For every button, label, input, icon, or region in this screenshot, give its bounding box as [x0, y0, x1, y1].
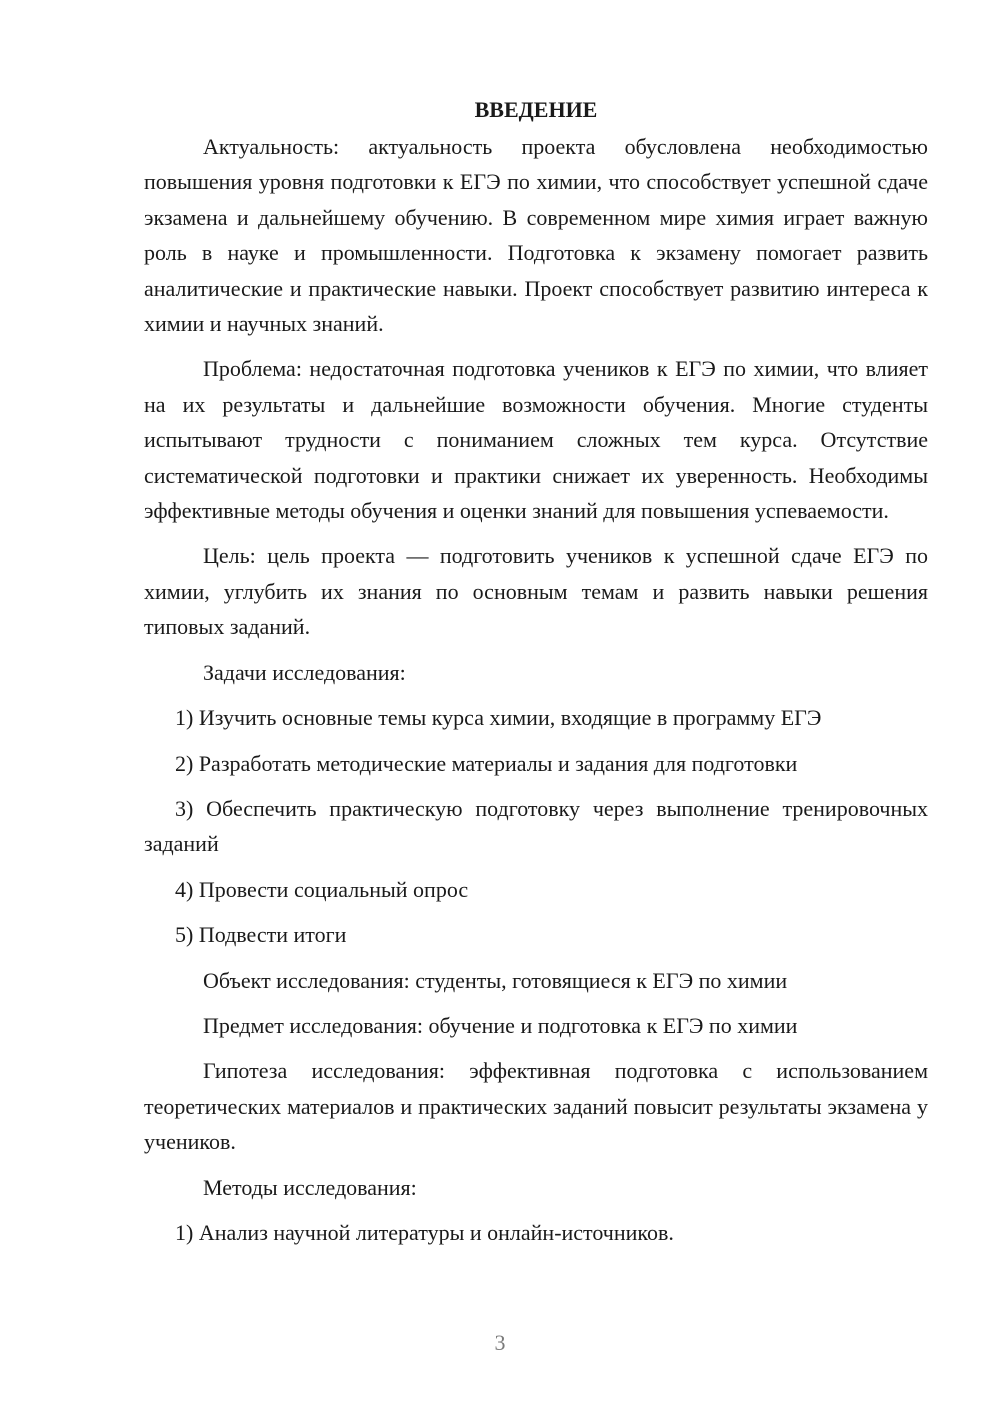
task-item-3: 3) Обеспечить практическую подготовку через выполнение тренировочных заданий: [144, 795, 928, 857]
task-item-1: 1) Изучить основные темы курса химии, входящие в программу ЕГЭ: [175, 705, 822, 731]
task-item-4: 4) Провести социальный опрос: [175, 876, 469, 902]
methods-heading: Методы исследования:: [203, 1174, 417, 1200]
task-item-5: 5) Подвести итоги: [175, 922, 347, 948]
task-item-2: 2) Разработать методические материалы и задания для подготовки: [175, 750, 798, 776]
problem-paragraph: Проблема: недостаточная подготовка учеников к ЕГЭ по химии, что влияет на их результаты и дальнейшие возможности обучения. Многие студенты испытывают трудности с пониманием сложных тем курса. Отсутствие систематической подготовки и практики снижает их уверенность. Необходимы эффективные методы обучения и оценки знаний для повышения успеваемости.: [144, 356, 928, 524]
relevance-paragraph: Актуальность: актуальность проекта обусловлена необходимостью повышения уровня подготовки к ЕГЭ по химии, что способствует успешной сдаче экзамена и дальнейшему обучению. В современном мире химия играет важную роль в науке и промышленности. Подготовка к экзамену помогает развить аналитические и практические навыки. Проект способствует развитию интереса к химии и научных знаний.: [144, 134, 928, 337]
tasks-heading: Задачи исследования:: [203, 659, 406, 685]
research-subject: Предмет исследования: обучение и подготовка к ЕГЭ по химии: [203, 1012, 798, 1038]
page-number: 3: [494, 1330, 506, 1355]
research-object: Объект исследования: студенты, готовящиеся к ЕГЭ по химии: [203, 967, 788, 993]
document-page: [144, 92, 928, 1260]
section-title: ВВЕДЕНИЕ: [474, 97, 598, 122]
method-item-1: 1) Анализ научной литературы и онлайн-источников.: [175, 1219, 674, 1245]
hypothesis-paragraph: Гипотеза исследования: эффективная подготовка с использованием теоретических материалов и практических заданий повысит результаты экзамена у учеников.: [144, 1058, 928, 1155]
goal-paragraph: Цель: цель проекта — подготовить учеников к успешной сдаче ЕГЭ по химии, углубить их знания по основным темам и развить навыки решения типовых заданий.: [144, 543, 928, 640]
